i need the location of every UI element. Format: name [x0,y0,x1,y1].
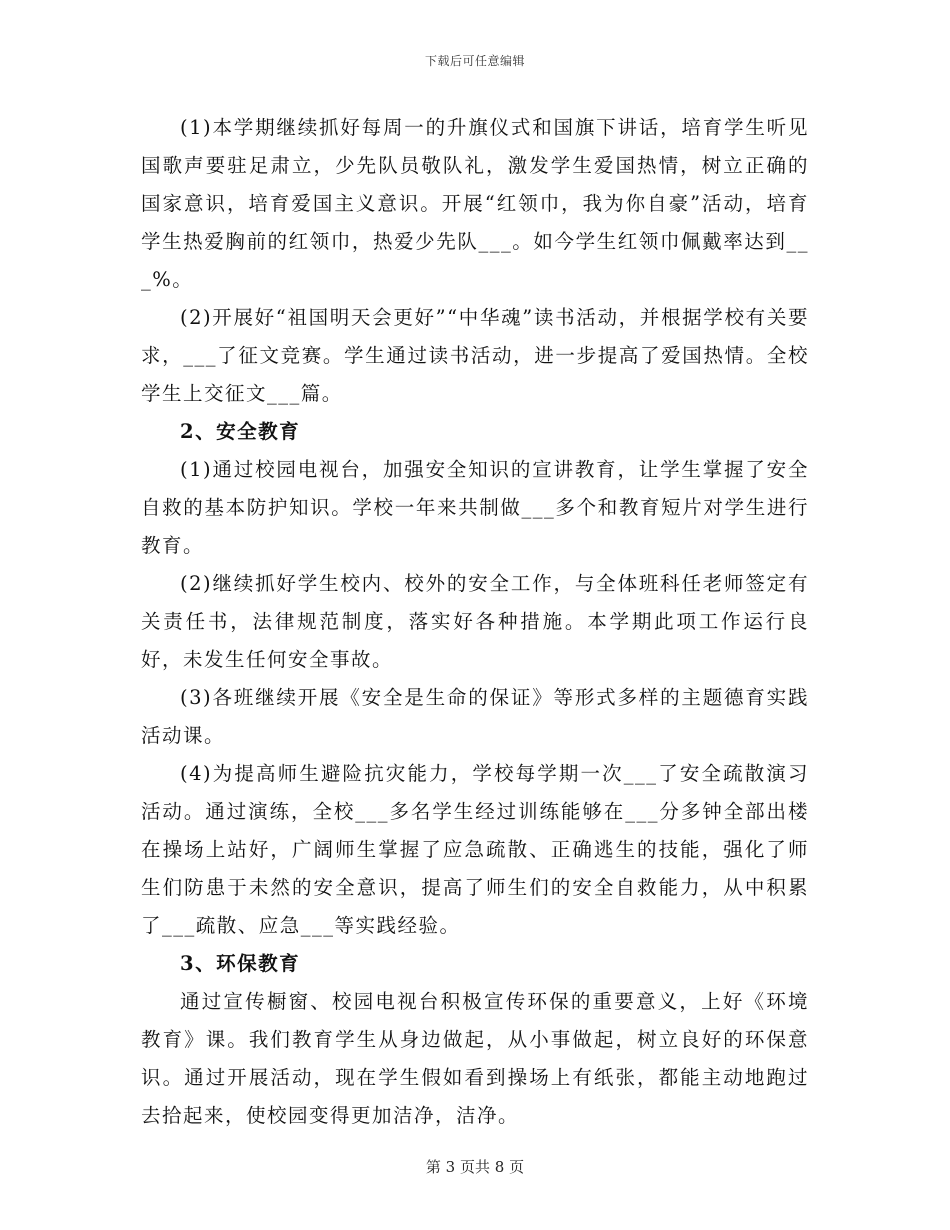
paragraph-evacuation-drill: (4)为提高师生避险抗灾能力，学校每学期一次___了安全疏散演习活动。通过演练，全校___多名学生经过训练能够在___分多钟全部出楼在操场上站好，广阔师生掌握了应急疏散、正确逃生的技能，强化了师生们防患于未然的安全意识，提高了师生们的安全自救能力，从中积累了___疏散、应急___等实践经验。 [141,762,809,937]
page-header: 下载后可任意编辑 [424,54,525,68]
section-heading-safety: 2、安全教育 [180,420,301,443]
paragraph-environment-education: 通过宣传橱窗、校园电视台积极宣传环保的重要意义，上好《环境教育》课。我们教育学生从身边做起，从小事做起，树立良好的环保意识。通过开展活动，现在学生假如看到操场上有纸张，都能主动地跑过去拾起来，使校园变得更加洁净，洁净。 [141,990,809,1127]
paragraph-reading-activity: (2)开展好“祖国明天会更好”“中华魂”读书活动，并根据学校有关要求，___了征文竞赛。学生通过读书活动，进一步提高了爱国热情。全校学生上交征文___篇。 [141,306,809,405]
document-body [141,109,809,1135]
page-footer: 第 3 页共 8 页 [425,1158,525,1176]
paragraph-safety-work: (2)继续抓好学生校内、校外的安全工作，与全体班科任老师签定有关责任书，法律规范制度，落实好各种措施。本学期此项工作运行良好，未发生任何安全事故。 [141,572,809,671]
section-heading-environment: 3、环保教育 [180,952,301,975]
paragraph-theme-class: (3)各班继续开展《安全是生命的保证》等形式多样的主题德育实践活动课。 [141,686,809,747]
paragraph-flag-ceremony: (1)本学期继续抓好每周一的升旗仪式和国旗下讲话，培育学生听见国歌声要驻足肃立，少先队员敬队礼，激发学生爱国热情，树立正确的国家意识，培育爱国主义意识。开展“红领巾，我为你自豪”活动，培育学生热爱胸前的红领巾，热爱少先队___。如今学生红领巾佩戴率达到___%。 [141,116,809,291]
paragraph-campus-tv: (1)通过校园电视台，加强安全知识的宣讲教育，让学生掌握了安全自救的基本防护知识。学校一年来共制做___多个和教育短片对学生进行教育。 [141,458,809,557]
